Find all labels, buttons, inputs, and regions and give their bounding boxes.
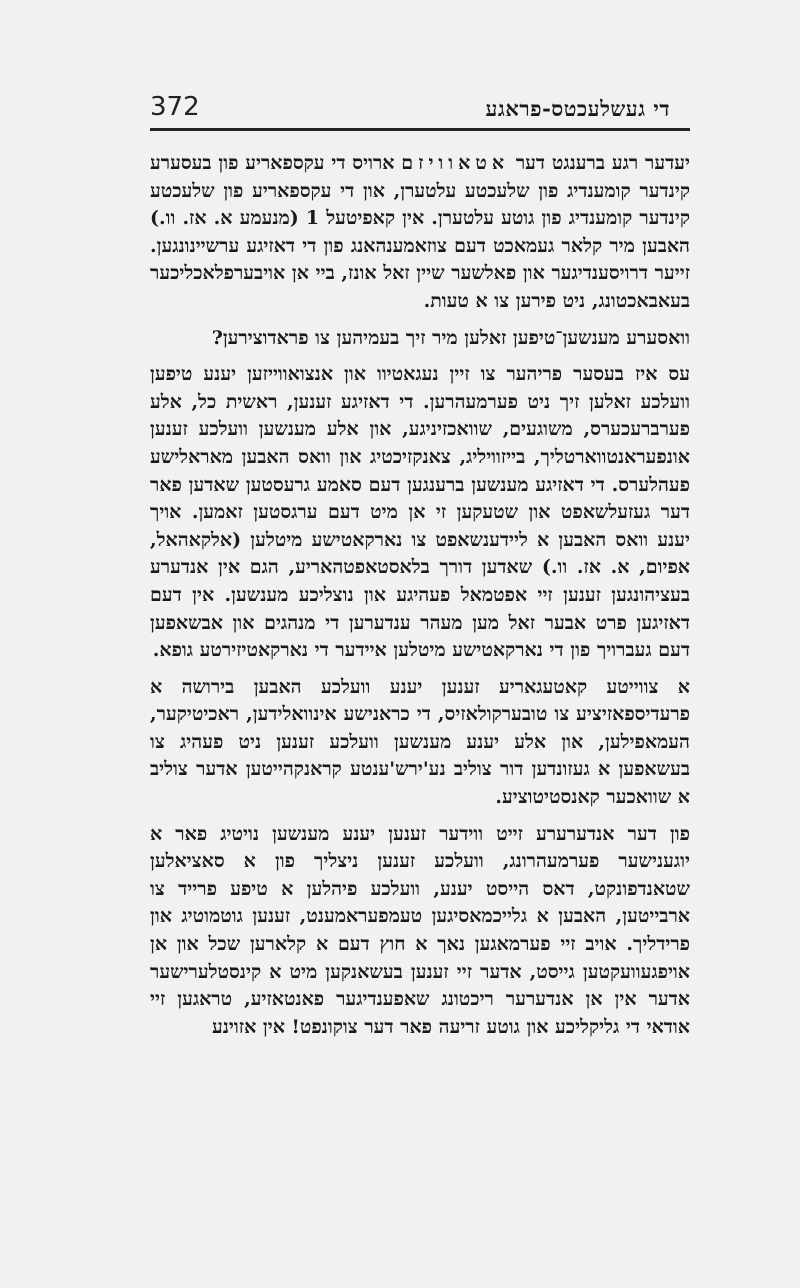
paragraph-text: פון דער אנדערערע זייט ווידער זענען יענע מענשען נויטיג פאר א יוגענישער פערמעהרונג, וועלכע זענען ניצליך פון א סאציאלען שטאנדפונקט, דאס הייסט יענע, וועלכע פיהלען א טיפע פרייד צו ארבייטען, האבען א גלייכמאסיגען טעמפעראמענט, זענען גוטמוטיג און פרידליך. אויב זיי פערמאגען נאך א חוץ דעם א קלארען שכל און אן אויפגעוועקטען גייסט, אדער זיי זענען בעשאנקען מיט א קינסטלערישער אדער אין אן אנדערער ריכטונג שאפענדיגער פאנטאזיע, טראגען זיי אודאי די גליקליכע און גוטע זריעה פאר דער צוקונפט! אין אזוינע — [150, 822, 690, 1038]
paragraph — [150, 674, 690, 812]
header-rule — [150, 128, 690, 131]
paragraph-text: עס איז בעסער פריהער צו זיין נעגאטיוו און אנצואווייזען יענע טיפען וועלכע זאלען זיך ניט פערמעהרען. די דאזיגע זענען, ראשית כל, אלע פערברעכערס, משוגעים, שוואכזיניגע, און אלע מענשען וועלכע זענען אונפעראנטווארטליך, בייזוויליג, צאנקזיכטיג און וואס האבען מאראלישע פעהלערס. די דאזיגע מענשען ברענגען דעם סאמע גרעסטען שאדען פאר דער געזעלשאפט און שטעקען זי אן מיט דעם ערגסטען זאמען. אויך יענע וואס האבען א ליידענשאפט צו נארקאטישע מיטלען (אלקאהאל, אפיום, א. אז. וו.) שאדען דורך בלאסטאפטהאריע, הגם אין אנדערע בעציהונגען זענען זיי אפטמאל פעהיגע און נוצליכע מענשען. אין דעם דאזיגען פרט אבער זאל מען מעהר ענדערען די מנהגים און אבשאפען דעם געברויך פון די נארקאטישע מיטלען איידער די נארקאטיזירטע גופא. — [150, 363, 690, 662]
paragraph — [150, 821, 690, 1042]
page-header — [150, 92, 690, 130]
paragraph-text: ארויס די עקספאריע פון בעסערע קינדער קומענדיג פון שלעכטע עלטערן, און די עקספאריע פון שלעכטע קינדער קומענדיג פון גוטע עלטערן. אין קאפיטעל 1 (מנעמע א. אז. וו.) האבען מיר קלאר געמאכט דעם צוזאמענהאנג פון די דאזיגע ערשיינונגען. זייער דרויסענדיגער און פאלשער שיין זאל אונז, ביי אן אויבערפלאכליכער בעאבאכטונג, ניט פירען צו א טעות. — [150, 152, 690, 312]
paragraph-text: א צווייטע קאטעגאריע זענען יענע וועלכע האבען בירושה א פרעדיספאזיציע צו טובערקולאזיס, די כראנישע אינוואלידען, ראכיטיקער, העמאפילען, און אלע יענע מענשען וועלכע זענען ניט פעהיג צו בעשאפען א געזונדען דור צוליב נע'ירש'ענטע קראנקהייטען אדער צוליב א שוואכער קאנסטיטוציע. — [150, 675, 690, 809]
body-text — [150, 150, 690, 1050]
paragraph — [150, 325, 690, 353]
paragraph-text: וואסערע מענשען־טיפען זאלען מיר זיך בעמיהען צו פראדוצירען? — [211, 326, 690, 349]
running-title: די געשלעכטס-פראגע — [485, 96, 670, 121]
paragraph — [150, 361, 690, 665]
spaced-term: אטאוויזם — [401, 152, 510, 174]
paragraph-lead: יעדער רגע ברענגט דער — [509, 152, 690, 174]
paragraph — [150, 150, 690, 316]
page-number: 372 — [150, 92, 200, 122]
